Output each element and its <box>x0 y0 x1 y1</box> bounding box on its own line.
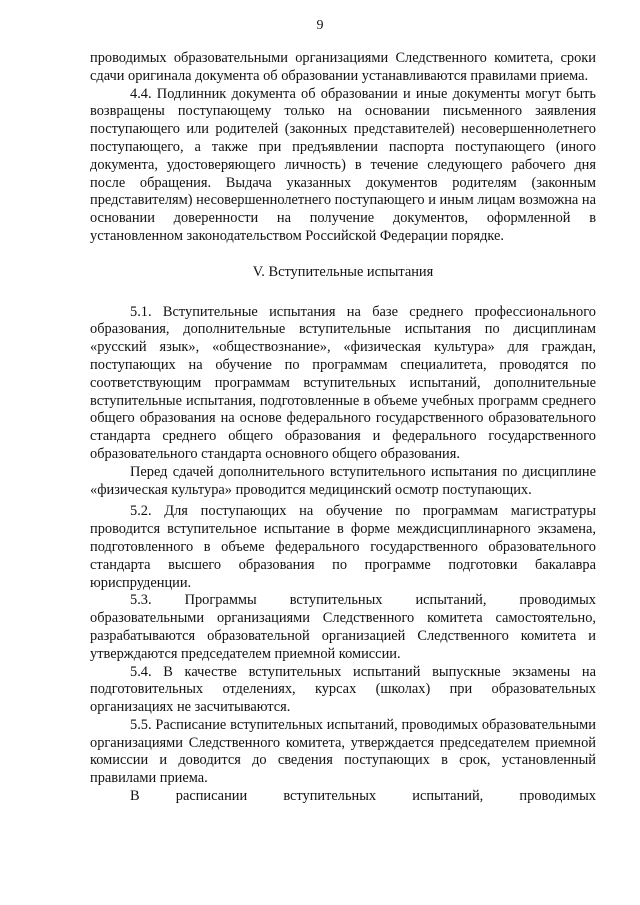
paragraph-5-3: 5.3. Программы вступительных испытаний, проводимых образовательными организациями Следственного комитета самостоятельно, разрабатываются образовательной организацией Следственного комитета и утверждаются председателем приемной комиссии. <box>90 592 596 662</box>
paragraph-4-4: 4.4. Подлинник документа об образовании и иные документы могут быть возвращены поступающему только на основании письменного заявления поступающего или родителей (законных представителей) несовершеннолетнего поступающего, а также при предъявлении паспорта поступающего (иного документа, удостоверяющего личность) в течение следующего рабочего дня после обращения. Выдача указанных документов родителям (законным представителям) несовершеннолетнего поступающего и иным лицам возможна на основании доверенности на получение документов, оформленной в установленном законодательством Российской Федерации порядке. <box>90 85 596 244</box>
section-heading: V. Вступительные испытания <box>252 263 434 280</box>
paragraph-5-5: 5.5. Расписание вступительных испытаний, проводимых образовательными организациями Следственного комитета, утверждается председателем приемной комиссии и доводится до сведения поступающих в срок, установленный правилами приема. <box>90 716 596 787</box>
paragraph-5-2: 5.2. Для поступающих на обучение по программам магистратуры проводится вступительное испытание в форме междисциплинарного экзамена, подготовленного в объеме федерального государственного образовательного стандарта высшего образования по программе подготовки бакалавра юриспруденции. <box>90 503 596 591</box>
paragraph-5-1: 5.1. Вступительные испытания на базе среднего профессионального образования, дополнительные вступительные испытания по дисциплинам «русский язык», «обществознание», «физическая культура» для граждан, поступающих на обучение по программам специалитета, проводятся по соответствующим программам вступительных испытаний, дополнительные вступительные испытания, подготовленные в объеме учебных программ среднего общего образования на основе федерального государственного образовательного стандарта среднего общего образования и федерального государственного образовательного стандарта основного общего образования. <box>90 303 596 462</box>
paragraph-schedule: В расписании вступительных испытаний, проводимых <box>130 788 596 805</box>
page-number: 9 <box>316 18 324 33</box>
paragraph-medical-check: Перед сдачей дополнительного вступительного испытания по дисциплине «физическая культура» проводится медицинский осмотр поступающих. <box>90 463 596 498</box>
paragraph-5-4: 5.4. В качестве вступительных испытаний выпускные экзамены на подготовительных отделениях, курсах (школах) при образовательных организациях не засчитываются. <box>90 663 596 716</box>
document-body <box>90 50 596 806</box>
paragraph-continuation: проводимых образовательными организациями Следственного комитета, сроки сдачи оригинала документа об образовании устанавливаются правилами приема. <box>90 50 596 84</box>
